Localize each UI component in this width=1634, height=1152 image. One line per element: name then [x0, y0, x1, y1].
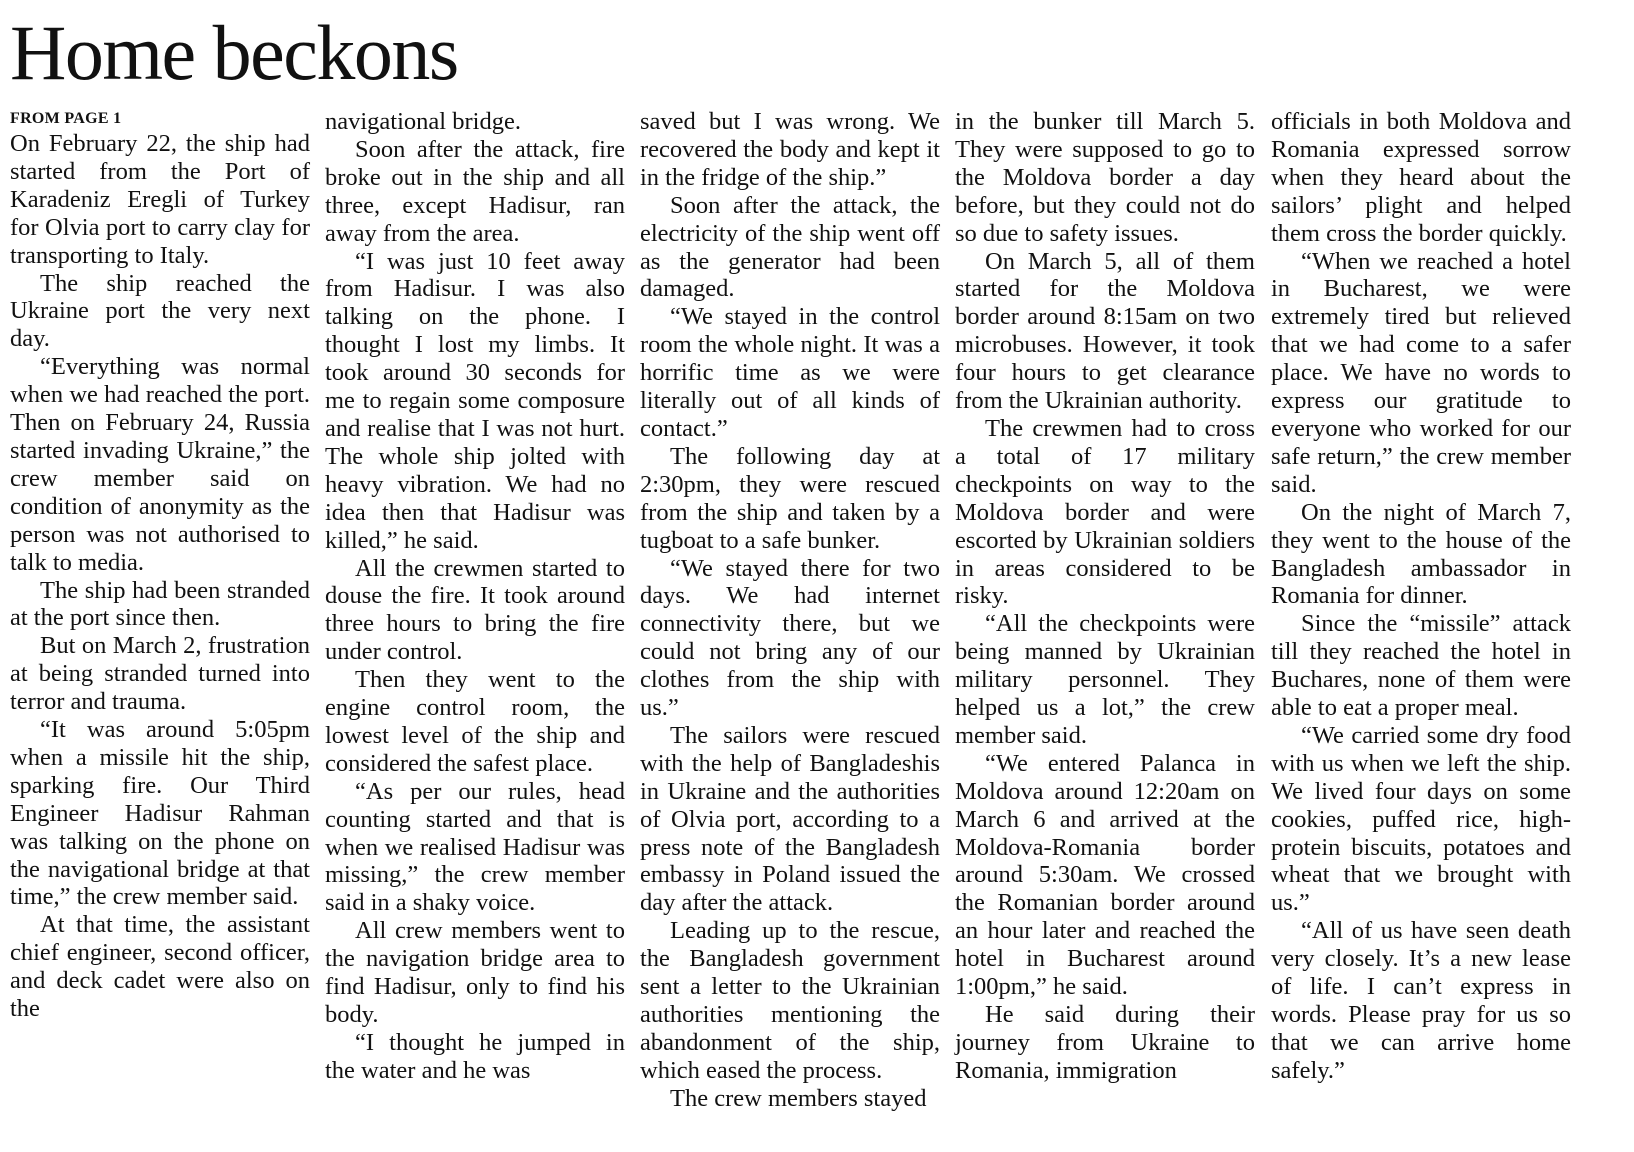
kicker-label: FROM PAGE 1	[10, 110, 122, 127]
article-column-2	[325, 108, 625, 1085]
paragraph: “We carried some dry food with us when we left the ship. We lived four days on some cookies, puffed rice, high-protein biscuits, potatoes and wheat that we brought with us.”	[1271, 721, 1571, 917]
paragraph: The following day at 2:30pm, they were rescued from the ship and taken by a tugboat to a safe bunker.	[640, 442, 940, 554]
paragraph: in the bunker till March 5. They were supposed to go to the Moldova border a day before, but they could not do so due to safety issues.	[955, 108, 1255, 247]
paragraph: He said during their journey from Ukraine to Romania, immigration	[955, 1001, 1255, 1084]
paragraph: Since the “missile” attack till they reached the hotel in Buchares, none of them were able to eat a proper meal.	[1271, 610, 1571, 722]
paragraph: “It was around 5:05pm when a missile hit the ship, sparking fire. Our Third Engineer Hadisur Rahman was talking on the phone on the navigational bridge at that time,” the crew member said.	[10, 716, 310, 911]
paragraph: On March 5, all of them started for the Moldova border around 8:15am on two microbuses. However, it took four hours to get clearance from the Ukrainian authority.	[955, 247, 1255, 415]
paragraph: “We stayed there for two days. We had internet connectivity there, but we could not bring any of our clothes from the ship with us.”	[640, 554, 940, 722]
paragraph: Soon after the attack, the electricity of the ship went off as the generator had been damaged.	[640, 191, 940, 303]
paragraph: “I was just 10 feet away from Hadisur. I was also talking on the phone. I thought I lost my limbs. It took around 30 seconds for me to regain some composure and realise that I was not hurt. The whole ship jolted with heavy vibration. We had no idea then that Hadisur was killed,” he said.	[325, 247, 625, 554]
paragraph: Then they went to the engine control room, the lowest level of the ship and considered the safest place.	[325, 666, 625, 777]
paragraph: navigational bridge.	[325, 108, 521, 135]
paragraph: All crew members went to the navigation bridge area to find Hadisur, only to find his body.	[325, 917, 625, 1028]
paragraph: “We stayed in the control room the whole night. It was a horrific time as we were literally out of all kinds of contact.”	[640, 303, 940, 442]
paragraph: officials in both Moldova and Romania expressed sorrow when they heard about the sailors’ plight and helped them cross the border quickly.	[1271, 108, 1571, 247]
paragraph: “When we reached a hotel in Bucharest, we were extremely tired but relieved that we had come to a safer place. We have no words to express our gratitude to everyone who worked for our safe return,” the crew member said.	[1271, 247, 1571, 498]
paragraph: saved but I was wrong. We recovered the body and kept it in the fridge of the ship.”	[640, 108, 940, 191]
paragraph: The ship reached the Ukraine port the very next day.	[10, 269, 310, 353]
paragraph: Soon after the attack, fire broke out in the ship and all three, except Hadisur, ran away from the area.	[325, 135, 625, 247]
paragraph: But on March 2, frustration at being stranded turned into terror and trauma.	[10, 632, 310, 716]
paragraph: At that time, the assistant chief engineer, second officer, and deck cadet were also on the	[10, 911, 310, 1023]
paragraph: The crewmen had to cross a total of 17 military checkpoints on way to the Moldova border and were escorted by Ukrainian soldiers in areas considered to be risky.	[955, 414, 1255, 610]
paragraph: “We entered Palanca in Moldova around 12:20am on March 6 and arrived at the Moldova-Romania border around 5:30am. We crossed the Romanian border around an hour later and reached the hotel in Bucharest around 1:00pm,” he said.	[955, 749, 1255, 1001]
paragraph: The ship had been stranded at the port since then.	[10, 576, 310, 632]
paragraph: The sailors were rescued with the help of Bangladeshis in Ukraine and the authorities of Olvia port, according to a press note of the Bangladesh embassy in Poland issued the day after the attack.	[640, 721, 940, 917]
paragraph: “All the checkpoints were being manned by Ukrainian military personnel. They helped us a lot,” the crew member said.	[955, 610, 1255, 749]
article-column-4	[955, 108, 1255, 1085]
paragraph: “Everything was normal when we had reached the port. Then on February 24, Russia started invading Ukraine,” the crew member said on condition of anonymity as the person was not authorised to talk to media.	[10, 353, 310, 576]
article-column-5	[1271, 108, 1571, 1085]
paragraph: “All of us have seen death very closely. It’s a new lease of life. I can’t express in words. Please pray for us so that we can arrive home safely.”	[1271, 917, 1571, 1084]
article-column-3	[640, 108, 940, 1113]
paragraph: Leading up to the rescue, the Bangladesh government sent a letter to the Ukrainian authorities mentioning the abandonment of the ship, which eased the process.	[640, 917, 940, 1084]
paragraph: “I thought he jumped in the water and he was	[325, 1028, 625, 1084]
paragraph: On the night of March 7, they went to the house of the Bangladesh ambassador in Romania for dinner.	[1271, 498, 1571, 610]
paragraph: The crew members stayed	[670, 1084, 927, 1112]
paragraph: “As per our rules, head counting started and that is when we realised Hadisur was missing,” the crew member said in a shaky voice.	[325, 777, 625, 917]
headline: Home beckons	[10, 9, 458, 96]
paragraph: On February 22, the ship had started from the Port of Karadeniz Eregli of Turkey for Olvia port to carry clay for transporting to Italy.	[10, 130, 310, 269]
paragraph: All the crewmen started to douse the fire. It took around three hours to bring the fire under control.	[325, 554, 625, 666]
article-column-1	[10, 108, 310, 1023]
